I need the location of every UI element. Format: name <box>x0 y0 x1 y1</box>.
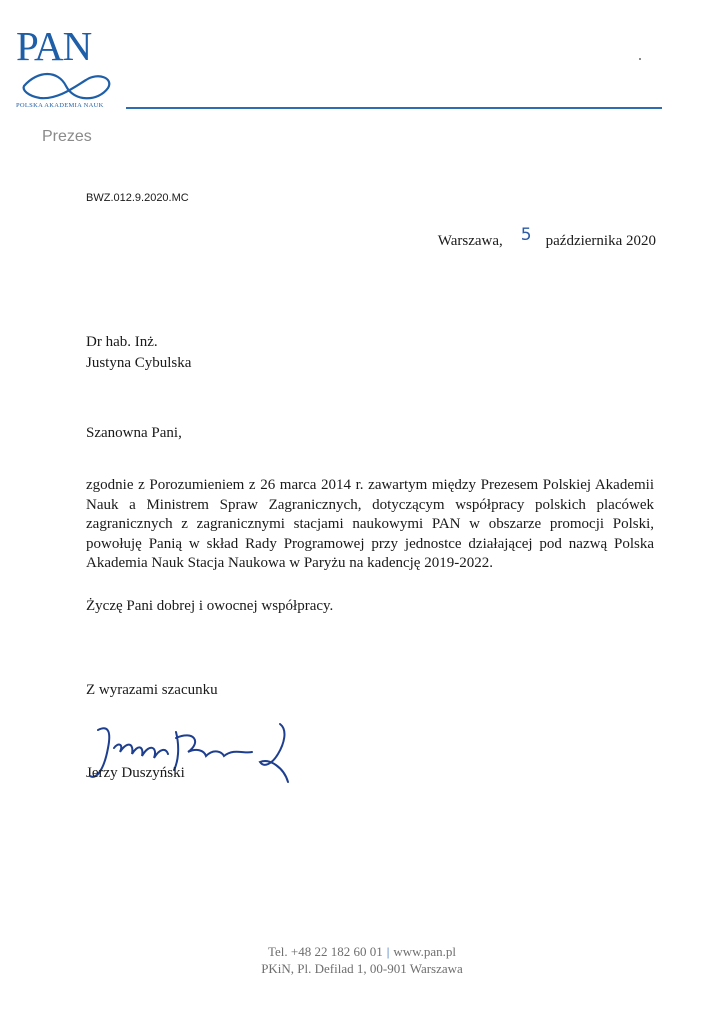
date-month-year: października 2020 <box>545 233 656 249</box>
date-line <box>437 225 656 250</box>
office-title: Prezes <box>42 128 92 145</box>
footer-website: www.pan.pl <box>393 944 457 959</box>
reference-number: BWZ.012.9.2020.MC <box>86 192 189 204</box>
handwritten-signature <box>84 718 304 808</box>
recipient-block <box>86 332 191 374</box>
wishes: Życzę Pani dobrej i owocnej współpracy. <box>86 598 334 614</box>
header-rule <box>126 107 662 109</box>
pan-logo <box>16 23 116 109</box>
logo-subtitle: POLSKA AKADEMIA NAUK <box>16 102 104 109</box>
signer-name: Jerzy Duszyński <box>86 765 185 781</box>
footer-phone: Tel. +48 22 182 60 01 <box>267 944 383 959</box>
letter-body: zgodnie z Porozumieniem z 26 marca 2014 r. zawartym między Prezesem Polskiej Akademii Nauk a Ministrem Spraw Zagranicznych, dotyczącym współpracy polskich placówek zagranicznych z zagranicznymi stacjami naukowymi PAN w obszarze promocji Polski, powołuję Panią w skład Rady Programowej przy jednostce działającej pod nazwą Polska Akademia Nauk Stacja Naukowa w Paryżu na kadencję 2019-2022. <box>86 477 654 571</box>
footer-address: PKiN, Pl. Defilad 1, 00-901 Warszawa <box>261 961 463 976</box>
date-city: Warszawa, <box>437 233 503 249</box>
recipient-title: Dr hab. Inż. <box>86 334 158 350</box>
footer-separator: | <box>386 944 390 959</box>
date-day-handwritten: 5 <box>520 225 532 245</box>
recipient-name: Justyna Cybulska <box>86 355 192 371</box>
logo-text: PAN <box>16 23 92 69</box>
closing: Z wyrazami szacunku <box>86 682 218 698</box>
greeting: Szanowna Pani, <box>86 425 182 441</box>
footer-contact <box>0 943 724 960</box>
footer <box>0 943 724 977</box>
scan-speck <box>639 58 641 60</box>
